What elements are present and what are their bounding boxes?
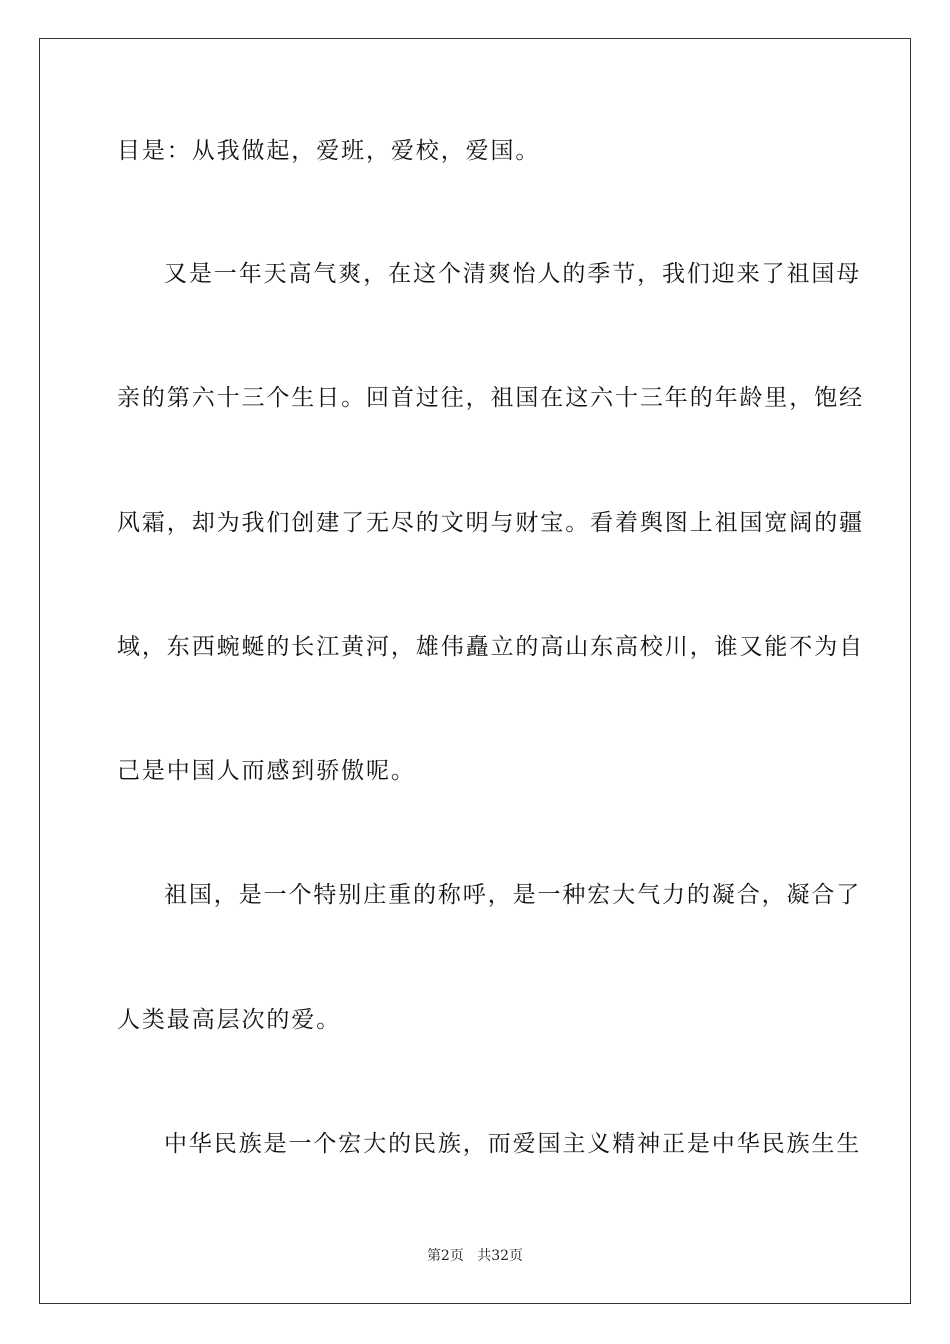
text-line-6: 己是中国人而感到骄傲呢。 (117, 758, 416, 784)
text-line-4: 风霜，却为我们创建了无尽的文明与财宝。看着舆图上祖国宽阔的疆 (117, 510, 864, 536)
total-pages: 共32页 (477, 1248, 524, 1264)
page-footer (0, 1246, 950, 1266)
text-line-5: 域，东西蜿蜒的长江黄河，雄伟矗立的高山东高校川，谁又能不为自 (117, 634, 864, 660)
text-line-8: 人类最高层次的爱。 (117, 1007, 342, 1033)
paragraph-start-line-9: 中华民族是一个宏大的民族，而爱国主义精神正是中华民族生生 (164, 1131, 862, 1157)
text-line-3: 亲的第六十三个生日。回首过往，祖国在这六十三年的年龄里，饱经 (117, 385, 864, 411)
page-number: 第2页 (426, 1248, 464, 1264)
page-border (39, 38, 911, 1304)
paragraph-start-line-2: 又是一年天高气爽，在这个清爽怡人的季节，我们迎来了祖国母 (164, 261, 862, 287)
paragraph-start-line-7: 祖国，是一个特别庄重的称呼，是一种宏大气力的凝合，凝合了 (164, 882, 862, 908)
text-line-1: 目是：从我做起，爱班，爱校，爱国。 (117, 138, 541, 164)
